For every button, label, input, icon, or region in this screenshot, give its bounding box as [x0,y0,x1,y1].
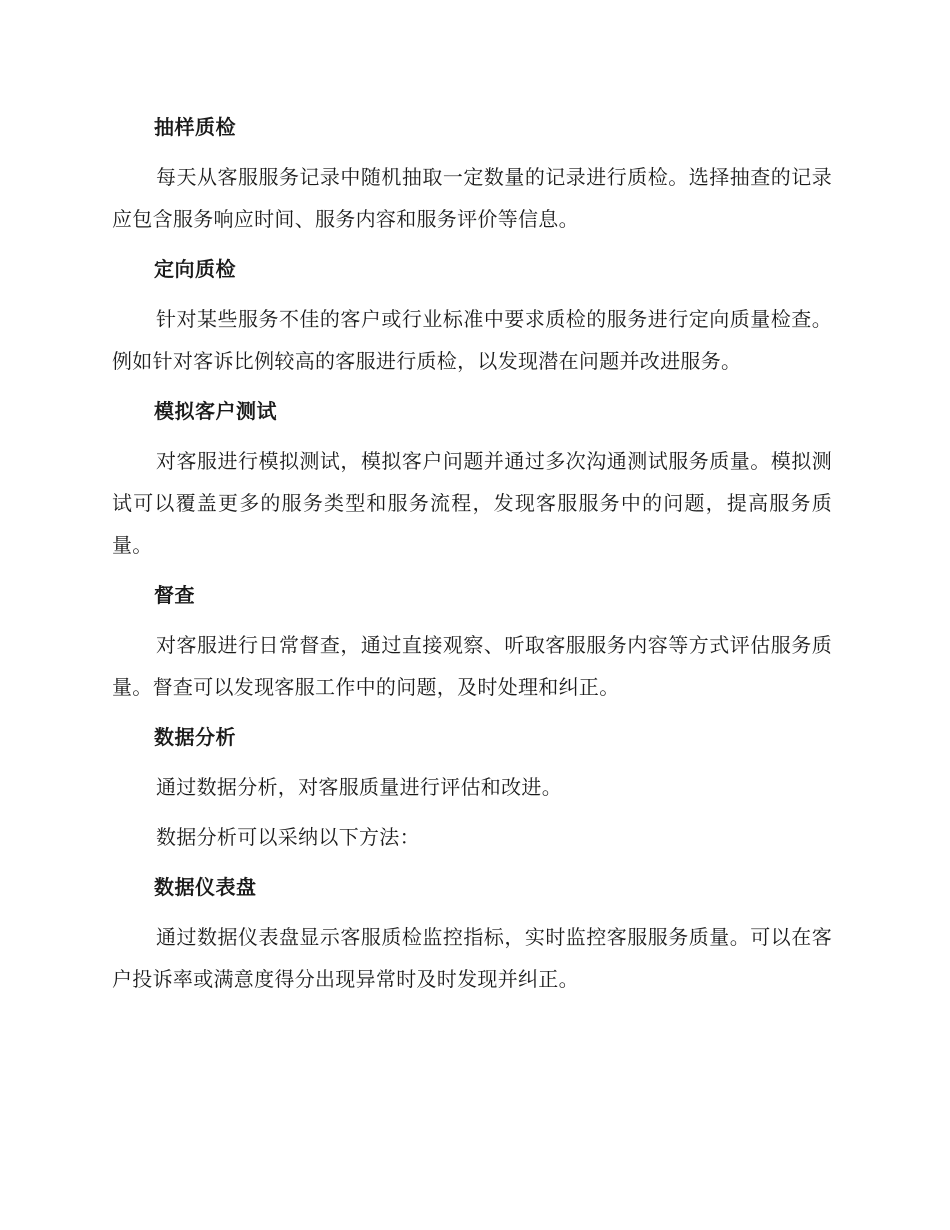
section-heading: 定向质检 [154,257,236,281]
section-paragraph: 对客服进行模拟测试，模拟客户问题并通过多次沟通测试服务质量。模拟测试可以覆盖更多的服务类型和服务流程，发现客服服务中的问题，提高服务质量。 [112,449,832,557]
section-paragraph: 每天从客服服务记录中随机抽取一定数量的记录进行质检。选择抽查的记录应包含服务响应时间、服务内容和服务评价等信息。 [112,165,832,231]
section-data-dashboard [112,866,832,1000]
document-page [112,106,832,1008]
section-data-analysis [112,716,832,858]
section-heading: 数据仪表盘 [154,875,257,899]
section-paragraph: 通过数据仪表盘显示客服质检监控指标，实时监控客服服务质量。可以在客户投诉率或满意度得分出现异常时及时发现并纠正。 [112,925,832,991]
section-heading: 数据分析 [154,725,236,749]
section-paragraph: 对客服进行日常督查，通过直接观察、听取客服服务内容等方式评估服务质量。督查可以发现客服工作中的问题，及时处理和纠正。 [112,633,832,699]
section-targeted-inspection [112,248,832,382]
section-paragraph: 通过数据分析，对客服质量进行评估和改进。 [156,775,562,799]
section-heading: 抽样质检 [154,115,236,139]
section-paragraph: 数据分析可以采纳以下方法： [156,825,420,849]
section-supervision [112,574,832,708]
section-heading: 模拟客户测试 [154,399,277,423]
section-sampling-inspection [112,106,832,240]
section-paragraph: 针对某些服务不佳的客户或行业标准中要求质检的服务进行定向质量检查。例如针对客诉比例较高的客服进行质检，以发现潜在问题并改进服务。 [112,307,832,373]
section-mock-customer-test [112,390,832,566]
section-heading: 督查 [154,583,195,607]
